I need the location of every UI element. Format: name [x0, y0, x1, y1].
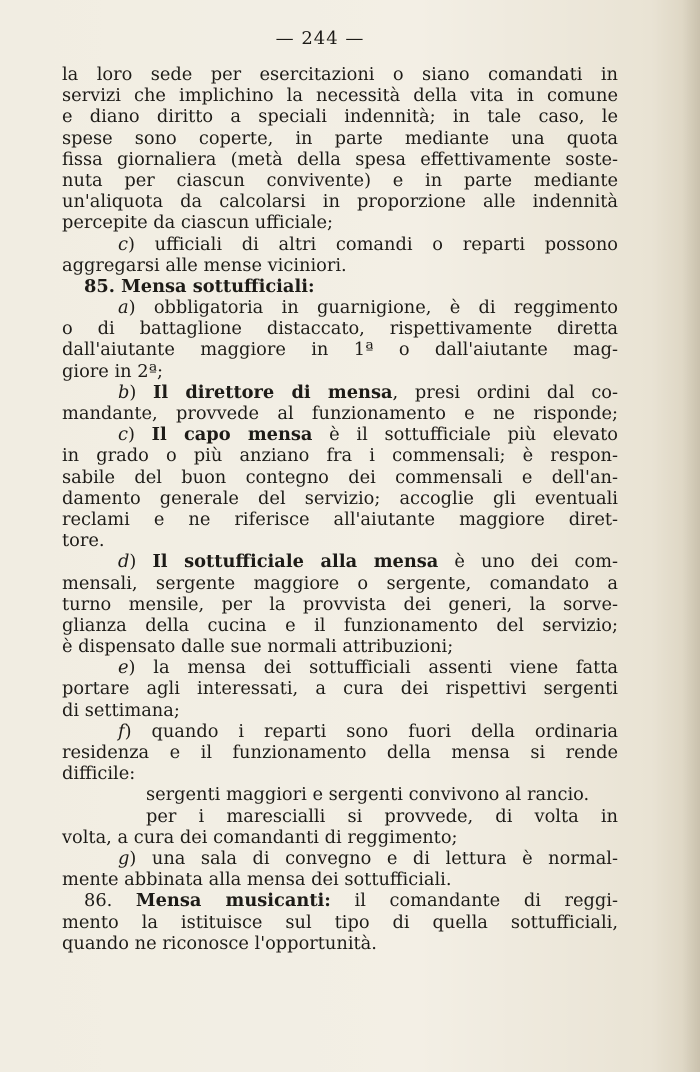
- text-line: quando ne riconosce l'opportunità.: [62, 932, 377, 954]
- text-line: mandante, provvede al funzionamento e ne risponde;: [62, 403, 618, 424]
- text-line: è dispensato dalle sue normali attribuzioni;: [62, 636, 454, 658]
- text-line: mente abbinata alla mensa dei sottufficiali.: [62, 869, 452, 891]
- text-line: a) obbligatoria in guarnigione, è di reggimento: [118, 297, 618, 319]
- body-text: [62, 64, 618, 954]
- text-line: volta, a cura dei comandanti di reggimento;: [62, 826, 458, 848]
- text-line: percepite da ciascun ufficiale;: [62, 212, 334, 234]
- text-line: sabile del buon contegno dei commensali e dell'an-: [62, 466, 618, 488]
- text-line: per i marescialli si provvede, di volta in: [146, 805, 618, 827]
- page-edge-shadow: [682, 0, 700, 1072]
- text-line: portare agli interessati, a cura dei rispettivi sergenti: [62, 678, 618, 700]
- section-heading-85: 85. Mensa sottufficiali:: [84, 275, 315, 297]
- text-line: c) ufficiali di altri comandi o reparti possono: [118, 233, 618, 255]
- text-line: fissa giornaliera (metà della spesa effettivamente soste-: [62, 148, 618, 170]
- section-heading-86: 86. Mensa musicanti: il comandante di reggi-: [84, 890, 619, 912]
- text-line: f) quando i reparti sono fuori della ordinaria: [118, 720, 618, 742]
- text-line: dall'aiutante maggiore in 1ª o dall'aiutante mag-: [62, 339, 618, 361]
- text-line: b) Il direttore di mensa, presi ordini dal co-: [118, 381, 618, 403]
- text-line: mensali, sergente maggiore o sergente, comandato a: [62, 572, 618, 594]
- text-line: nuta per ciascun convivente) e in parte mediante: [62, 169, 618, 191]
- text-line: spese sono coperte, in parte mediante una quota: [62, 127, 618, 149]
- text-line: d) Il sottufficiale alla mensa è uno dei com-: [118, 551, 618, 573]
- text-line: servizi che implichino la necessità della vita in comune: [62, 85, 618, 107]
- text-line: turno mensile, per la provvista dei generi, la sorve-: [62, 593, 618, 615]
- text-line: mento la istituisce sul tipo di quella sottufficiali,: [62, 911, 618, 933]
- text-line: o di battaglione distaccato, rispettivamente diretta: [62, 318, 618, 340]
- text-line: e diano diritto a speciali indennità; in tale caso, le: [62, 106, 618, 128]
- text-line: e) la mensa dei sottufficiali assenti viene fatta: [118, 657, 618, 679]
- text-line: sergenti maggiori e sergenti convivono al rancio.: [146, 784, 590, 806]
- text-line: residenza e il funzionamento della mensa si rende: [62, 742, 618, 763]
- text-line: aggregarsi alle mense viciniori.: [62, 254, 347, 276]
- text-line: damento generale del servizio; accoglie gli eventuali: [62, 487, 618, 509]
- text-line: di settimana;: [62, 699, 180, 721]
- page-number: — 244 —: [275, 28, 365, 49]
- text-line: tore.: [62, 530, 105, 552]
- text-line: c) Il capo mensa è il sottufficiale più elevato: [118, 424, 618, 446]
- text-line: difficile:: [62, 763, 136, 785]
- text-line: giore in 2ª;: [62, 360, 163, 382]
- text-line: la loro sede per esercitazioni o siano comandati in: [62, 64, 618, 85]
- text-line: glianza della cucina e il funzionamento del servizio;: [62, 614, 618, 636]
- text-line: in grado o più anziano fra i commensali; è respon-: [62, 445, 618, 467]
- text-line: un'aliquota da calcolarsi in proporzione alle indennità: [62, 191, 618, 213]
- text-line: reclami e ne riferisce all'aiutante maggiore diret-: [62, 508, 618, 530]
- text-line: g) una sala di convegno e di lettura è normal-: [118, 847, 618, 869]
